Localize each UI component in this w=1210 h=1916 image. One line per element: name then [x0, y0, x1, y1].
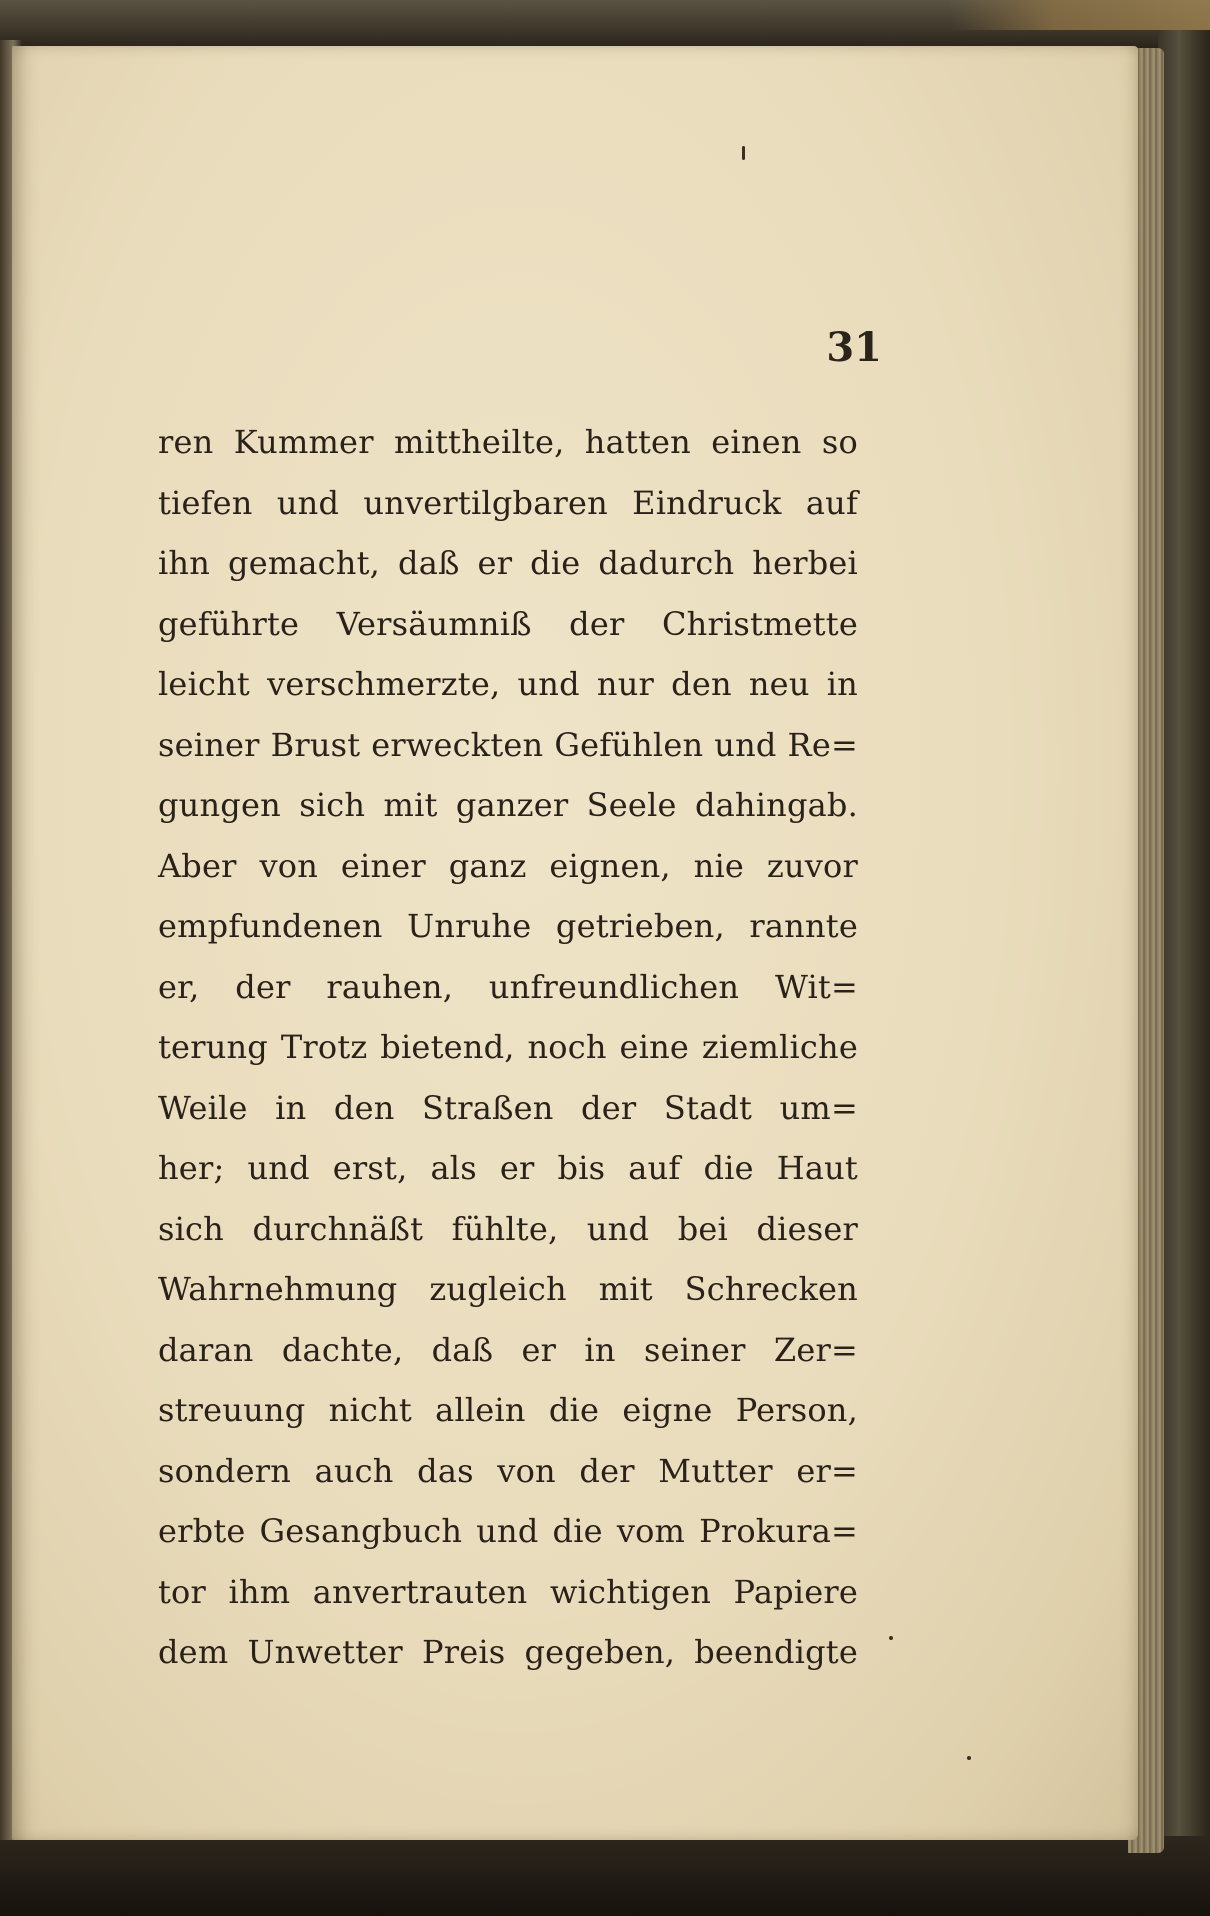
book-cover-bottom: [0, 1836, 1210, 1916]
book-cover-right: [1158, 30, 1210, 1916]
text-line: streuung nicht allein die eigne Person,: [158, 1391, 858, 1429]
text-line: dem Unwetter Preis gegeben, beendigte: [158, 1633, 858, 1671]
text-line: leicht verschmerzte, und nur den neu in: [158, 665, 858, 703]
text-line: erbte Gesangbuch und die vom Prokura=: [158, 1512, 858, 1550]
text-line: her; und erst, als er bis auf die Haut: [158, 1149, 858, 1187]
paper-speck: [889, 1636, 893, 1640]
text-line: ren Kummer mittheilte, hatten einen so: [158, 423, 858, 461]
text-line: ihn gemacht, daß er die dadurch herbei: [158, 544, 858, 582]
text-line: geführte Versäumniß der Christmette: [158, 604, 858, 643]
text-line: Wahrnehmung zugleich mit Schrecken: [158, 1270, 858, 1308]
text-line: er, der rauhen, unfreundlichen Wit=: [158, 967, 858, 1006]
paper-speck: [742, 146, 745, 160]
page-text: [158, 412, 858, 1683]
book-cover-top: [0, 0, 1210, 46]
text-line: sondern auch das von der Mutter er=: [158, 1451, 858, 1490]
book-page: [12, 46, 1138, 1840]
text-line: gungen sich mit ganzer Seele dahingab.: [158, 786, 858, 824]
page-number: 31: [826, 324, 882, 371]
text-line: terung Trotz bietend, noch eine ziemliche: [158, 1028, 858, 1066]
text-line: tor ihm anvertrauten wichtigen Papiere: [158, 1572, 858, 1611]
text-line: sich durchnäßt fühlte, und bei dieser: [158, 1209, 858, 1248]
text-line: Aber von einer ganz eignen, nie zuvor: [158, 846, 858, 885]
text-line: Weile in den Straßen der Stadt um=: [158, 1088, 858, 1127]
text-line: seiner Brust erweckten Gefühlen und Re=: [158, 725, 858, 764]
text-line: empfundenen Unruhe getrieben, rannte: [158, 907, 858, 945]
text-line: daran dachte, daß er in seiner Zer=: [158, 1330, 858, 1369]
paper-speck: [967, 1756, 971, 1760]
text-line: tiefen und unvertilgbaren Eindruck auf: [158, 483, 858, 522]
